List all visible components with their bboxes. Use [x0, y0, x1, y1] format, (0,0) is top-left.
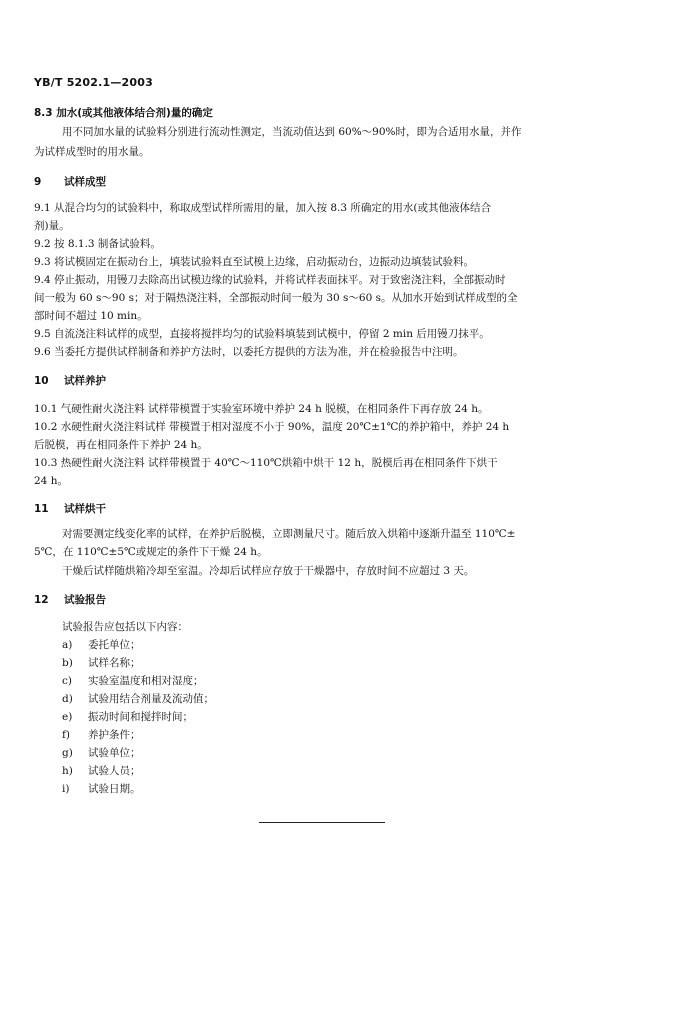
paragraph-line: 为试样成型时的用水量。 [34, 146, 150, 158]
list-text: 振动时间和搅拌时间； [88, 711, 193, 723]
list-text: 试验用结合剂量及流动值； [88, 693, 214, 705]
clause-line: 间一般为 60 s～90 s；对于隔热浇注料，全部振动时间一般为 30 s～60 s。从加水开始到试样成型的全 [34, 292, 518, 304]
clause-line: 9.6 当委托方提供试样制备和养护方法时，以委托方提供的方法为准，并在检验报告中注明。 [34, 346, 464, 358]
clause-line: 9.4 停止振动，用镘刀去除高出试模边缘的试验料，并将试样表面抹平。对于致密浇注料，全部振动时 [34, 274, 506, 286]
section-title: 试样养护 [64, 375, 106, 387]
section-title: 试样烘干 [64, 503, 106, 515]
section-9-heading [34, 175, 106, 190]
list-label: i) [62, 783, 70, 795]
clause-line: 9.1 从混合均匀的试验料中，称取成型试样所需用的量，加入按 8.3 所确定的用水(或其他液体结合 [34, 202, 492, 214]
list-text: 养护条件； [88, 729, 141, 741]
paragraph-line: 对需要测定线变化率的试样，在养护后脱模，立即测量尺寸。随后放入烘箱中逐渐升温至 110℃± [62, 528, 516, 540]
section-title: 试验报告 [64, 594, 106, 606]
clause-line: 剂)量。 [34, 220, 70, 232]
report-intro: 试验报告应包括以下内容： [62, 621, 188, 633]
paragraph-line: 用不同加水量的试验料分别进行流动性测定，当流动值达到 60%～90%时，即为合适用水量，并作 [62, 126, 522, 138]
list-label: c) [62, 675, 72, 687]
list-label: d) [62, 693, 73, 705]
section-number: 11 [34, 503, 49, 515]
list-label: h) [62, 765, 73, 777]
clause-line: 10.2 水硬性耐火浇注料试样 带模置于相对湿度不小于 90%，温度 20℃±1℃的养护箱中，养护 24 h [34, 421, 510, 433]
section-number: 12 [34, 594, 49, 606]
list-item [62, 674, 204, 689]
list-text: 试验日期。 [88, 783, 141, 795]
list-item [62, 764, 141, 779]
list-label: f) [62, 729, 70, 741]
list-item [62, 746, 141, 761]
list-text: 委托单位； [88, 639, 141, 651]
clause-line: 9.2 按 8.1.3 制备试验料。 [34, 238, 161, 250]
list-label: a) [62, 639, 73, 651]
section-12-heading [34, 593, 106, 608]
paragraph-line: 干燥后试样随烘箱冷却至室温。冷却后试样应存放于干燥器中，存放时间不应超过 3 天。 [62, 565, 475, 577]
list-label: g) [62, 747, 73, 759]
list-item [62, 782, 141, 797]
section-number: 9 [34, 176, 42, 188]
clause-line: 9.3 将试模固定在振动台上，填装试验料直至试模上边缘，启动振动台，边振动边填装试验料。 [34, 256, 475, 268]
clause-line: 10.3 热硬性耐火浇注料 试样带模置于 40℃～110℃烘箱中烘干 12 h，脱模后再在相同条件下烘干 [34, 457, 498, 469]
list-item [62, 710, 193, 725]
section-8-3-heading: 8.3 加水(或其他液体结合剂)量的确定 [34, 107, 213, 119]
paragraph-line: 5℃，在 110℃±5℃或规定的条件下干燥 24 h。 [34, 546, 268, 558]
list-item [62, 728, 141, 743]
section-11-heading [34, 502, 106, 517]
list-text: 试验单位； [88, 747, 141, 759]
clause-line: 24 h。 [34, 475, 68, 487]
section-number: 10 [34, 375, 49, 387]
list-text: 实验室温度和相对湿度； [88, 675, 204, 687]
standard-number: YB/T 5202.1—2003 [34, 76, 153, 89]
end-of-document-rule [259, 822, 385, 823]
section-10-heading [34, 374, 106, 389]
list-item [62, 638, 141, 653]
list-item [62, 692, 214, 707]
clause-line: 部时间不超过 10 min。 [34, 310, 148, 322]
list-label: b) [62, 657, 73, 669]
section-title: 试样成型 [64, 176, 106, 188]
clause-line: 后脱模，再在相同条件下养护 24 h。 [34, 439, 208, 451]
list-item [62, 656, 141, 671]
clause-line: 9.5 自流浇注料试样的成型，直接将搅拌均匀的试验料填装到试模中，停留 2 min 后用镘刀抹平。 [34, 328, 490, 340]
clause-line: 10.1 气硬性耐火浇注料 试样带模置于实验室环境中养护 24 h 脱模，在相同条件下再存放 24 h。 [34, 403, 489, 415]
list-label: e) [62, 711, 73, 723]
list-text: 试样名称； [88, 657, 141, 669]
list-text: 试验人员； [88, 765, 141, 777]
